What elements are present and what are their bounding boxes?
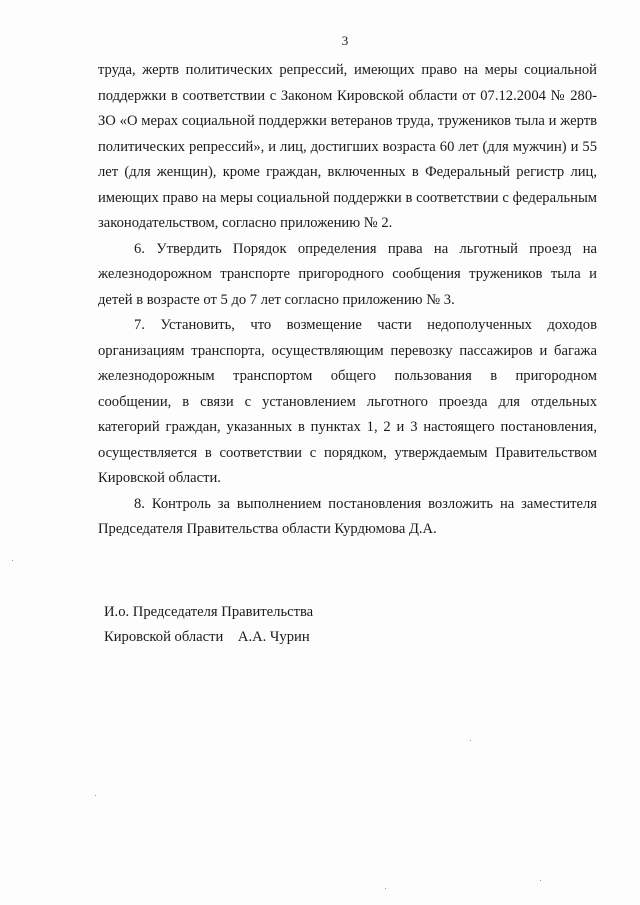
scan-speck <box>95 795 96 796</box>
signature-name: Кировской области А.А. Чурин <box>104 629 310 645</box>
paragraph-8: 8. Контроль за выполнением постановления возложить на заместителя Председателя Правительства области Курдюмова Д.А. <box>98 495 597 537</box>
scan-speck <box>540 880 541 881</box>
scan-speck <box>12 560 13 561</box>
scan-speck <box>385 888 386 889</box>
signature-block <box>104 600 313 650</box>
paragraph-6: 6. Утвердить Порядок определения права на льготный проезд на железнодорожном транспорте пригородного сообщения тружеников тыла и детей в возрасте от 5 до 7 лет согласно приложению № 3. <box>98 240 597 308</box>
scan-speck <box>470 740 471 741</box>
signature-title: И.о. Председателя Правительства <box>104 604 314 620</box>
page-number: 3 <box>341 33 349 48</box>
document-body <box>98 58 597 543</box>
paragraph-continuation: труда, жертв политических репрессий, имеющих право на меры социальной поддержки в соответствии с Законом Кировской области от 07.12.2004 № 280-ЗО «О мерах социальной поддержки ветеранов труда, тружеников тыла и жертв политических репрессий», и лиц, достигших возраста 60 лет (для мужчин) и 55 лет (для женщин), кроме граждан, включенных в Федеральный регистр лиц, имеющих право на меры социальной поддержки в соответствии с федеральным законодательством, согласно приложению № 2. <box>98 62 597 231</box>
paragraph-7: 7. Установить, что возмещение части недополученных доходов организациям транспорта, осуществляющим перевозку пассажиров и багажа железнодорожным транспортом общего пользования в пригородном сообщении, в связи с установлением льготного проезда для отдельных категорий граждан, указанных в пунктах 1, 2 и 3 настоящего постановления, осуществляется в соответствии с порядком, утверждаемым Правительством Кировской области. <box>98 317 597 486</box>
